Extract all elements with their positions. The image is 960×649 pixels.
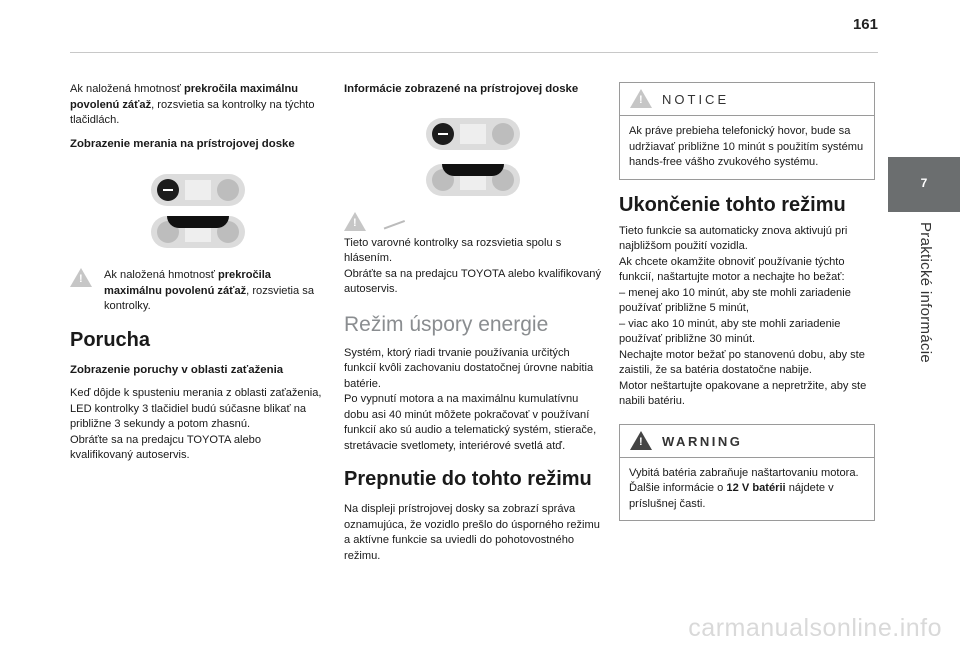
paragraph-system-desc: Systém, ktorý riadi trvanie používania určitých funkcií kvôli zachovaniu dostatočnej úrovne nabitia batérie. — [344, 346, 594, 390]
paragraph-overload: Ak naložená hmotnosť prekročila maximálnu povolenú záťaž, rozsvietia sa kontrolky na týchto tlačidlách. — [70, 83, 315, 126]
notice-triangle-icon — [630, 89, 652, 108]
subheading-meter-display: Zobrazenie merania na prístrojovej doske — [70, 137, 295, 150]
cluster-dial-icon — [426, 118, 520, 150]
wrench-icon — [381, 212, 405, 229]
paragraph-fault: Keď dôjde k spusteniu merania z oblasti zaťaženia, LED kontrolky 3 tlačidiel budú súčasne blikať na približne 3 sekundy a potom zhasnú. — [70, 387, 322, 430]
paragraph-contact-dealer: Obráťte sa na predajcu TOYOTA alebo kvalifikovaný autoservis. — [70, 433, 262, 461]
column-2 — [344, 82, 602, 572]
paragraph-after-engine-off: Po vypnutí motora a na maximálnu kumulatívnu dobu asi 40 minút môžete pokračovať v používaní funkcií ako sú audio a telematický systém, stierače, stretávacie svetlomety, interiérové svetlá atď. — [344, 393, 597, 452]
chapter-title: Praktické informácie — [917, 222, 934, 364]
warning-text-battery: Vybitá batéria zabraňuje naštartovaniu motora. — [629, 466, 859, 479]
warning-triangle-icon — [344, 212, 366, 231]
warning-box — [619, 424, 875, 522]
subheading-dashboard-info: Informácie zobrazené na prístrojovej doske — [344, 83, 579, 95]
heading-switch-mode: Prepnutie do tohto režimu — [344, 468, 592, 490]
warning-triangle-icon — [630, 431, 652, 450]
chapter-number: 7 — [920, 176, 928, 190]
list-item: – menej ako 10 minút, aby ste mohli zariadenie používať približne 5 minút, — [619, 286, 851, 314]
header-rule — [70, 52, 878, 53]
notice-label: NOTICE — [662, 92, 730, 107]
cluster-dial-icon — [151, 174, 245, 206]
paragraph-exit-2: Ak chcete okamžite obnoviť používanie týchto funkcií, naštartujte motor a nechajte ho bežať: — [619, 255, 845, 283]
warning-icons-row — [344, 212, 602, 236]
notice-box — [619, 82, 875, 180]
warning-text-more-info: Ďalšie informácie o 12 V batérii nájdete v príslušnej časti. — [629, 482, 834, 510]
list-item: – viac ako 10 minút, aby ste mohli zariadenie používať približne 30 minút. — [619, 317, 841, 345]
paragraph-exit-4: Motor neštartujte opakovane a nepretržite, aby ste nabili batériu. — [619, 379, 867, 407]
paragraph-contact-dealer: Obráťte sa na predajcu TOYOTA alebo kvalifikovaný autoservis. — [344, 267, 601, 295]
cluster-warning-icon — [151, 216, 245, 248]
chapter-tab[interactable] — [888, 157, 960, 212]
page-number: 161 — [852, 16, 878, 33]
warning-label: WARNING — [662, 433, 743, 449]
warning-triangle-icon — [70, 268, 92, 287]
illustration-instrument-cluster — [148, 168, 248, 258]
illustration-dashboard-cluster — [423, 112, 523, 204]
paragraph-switch-mode: Na displeji prístrojovej dosky sa zobrazí správa oznamujúca, že vozidlo prešlo do úsporného režimu a aktívne funkcie sa uviedli do pohotovostného režimu. — [344, 503, 600, 562]
heading-exit-mode: Ukončenie tohto režimu — [619, 193, 846, 216]
cluster-warning-icon — [426, 164, 520, 196]
warning-note-overload: ! Ak naložená hmotnosť prekročila maximálnu povolenú záťaž, rozsvietia sa kontrolky. — [70, 268, 325, 315]
paragraph-exit-3: Nechajte motor bežať po stanovenú dobu, aby ste zaistili, že sa batéria dostatočne nabije. — [619, 348, 865, 376]
notice-text: Ak práve prebieha telefonický hovor, bude sa udržiavať približne 10 minút s použitím systému hands-free vášho zvukového systému. — [629, 125, 864, 168]
subheading-fault-display: Zobrazenie poruchy v oblasti zaťaženia — [70, 363, 284, 376]
heading-energy-saving: Režim úspory energie — [344, 312, 549, 336]
column-1 — [70, 82, 325, 472]
column-3 — [619, 82, 875, 535]
watermark: carmanualsonline.info — [688, 614, 942, 642]
paragraph-warning-lights: Tieto varovné kontrolky sa rozsvietia spolu s hlásením. — [344, 236, 562, 264]
heading-porucha: Porucha — [70, 328, 151, 351]
paragraph-exit-1: Tieto funkcie sa automaticky znova aktivujú pri najbližšom použití vozidla. — [619, 224, 848, 252]
